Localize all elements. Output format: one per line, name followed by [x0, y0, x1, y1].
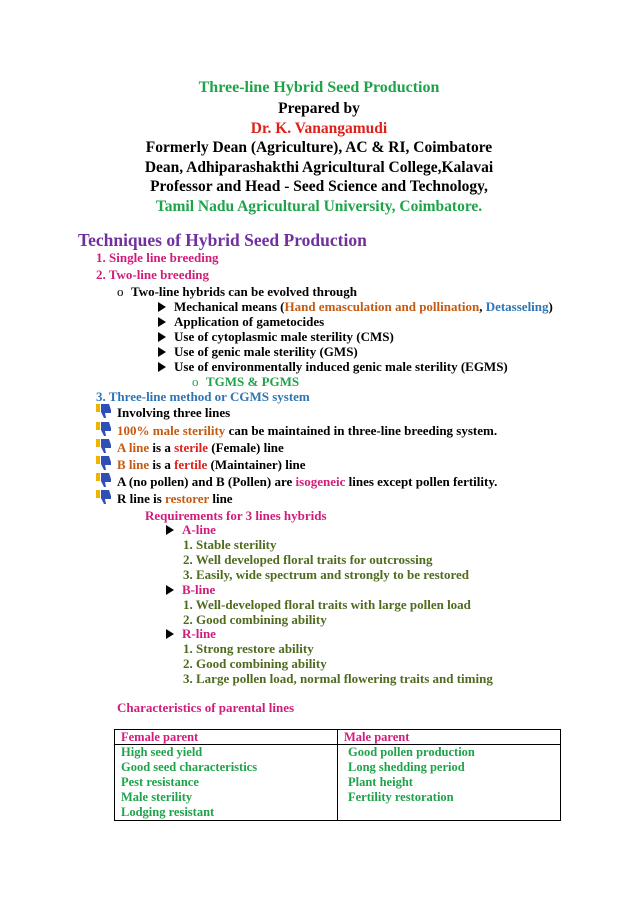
list-item-single-line: 1. Single line breeding — [96, 250, 219, 265]
female-trait: Male sterility — [121, 790, 193, 804]
requirements-heading: Requirements for 3 lines hybrids — [145, 508, 327, 523]
male-trait: Fertility restoration — [348, 790, 454, 804]
male-parent-cell — [338, 745, 561, 821]
list-item-three-line: 3. Three-line method or CGMS system — [96, 389, 310, 404]
arrow-bullet-icon — [158, 317, 166, 327]
sub-bullet-cms: Use of cytoplasmic male sterility (CMS) — [158, 330, 394, 343]
female-trait: Lodging resistant — [121, 805, 215, 819]
female-parent-cell — [115, 745, 338, 821]
author-line-4: Tamil Nadu Agricultural University, Coimbatore. — [155, 198, 483, 215]
point-three-lines: Involving three lines — [117, 405, 231, 420]
thumb-down-icon — [95, 489, 113, 505]
circle-bullet-icon: o — [117, 284, 124, 299]
r-line-req-3: 3. Large pollen load, normal flowering traits and timing — [183, 671, 493, 686]
author-line-1: Formerly Dean (Agriculture), AC & RI, Coimbatore — [145, 139, 493, 156]
male-trait: Good pollen production — [348, 745, 475, 759]
b-line-heading: B-line — [166, 583, 215, 596]
sub-bullet-gametocides: Application of gametocides — [158, 315, 324, 328]
arrow-bullet-icon — [158, 362, 166, 372]
two-line-intro-text: Two-line hybrids can be evolved through — [131, 284, 357, 299]
thumb-down-icon — [95, 455, 113, 471]
b-line-req-2: 2. Good combining ability — [183, 612, 327, 627]
thumb-down-icon — [95, 403, 113, 419]
author-line-2: Dean, Adhiparashakthi Agricultural College,Kalavai — [144, 159, 494, 176]
female-parent-header: Female parent — [115, 730, 338, 745]
male-trait: Plant height — [348, 775, 413, 789]
point-b-line: B line is a fertile (Maintainer) line — [117, 457, 306, 472]
parental-lines-table — [114, 729, 561, 821]
female-trait: Pest resistance — [121, 775, 199, 789]
point-r-line: R line is restorer line — [117, 491, 233, 506]
sub-bullet-tgms: o TGMS & PGMS — [192, 374, 300, 389]
arrow-bullet-icon — [158, 302, 166, 312]
arrow-bullet-icon — [158, 347, 166, 357]
circle-bullet-icon: o — [192, 374, 199, 389]
r-line-req-1: 1. Strong restore ability — [183, 641, 314, 656]
r-line-req-2: 2. Good combining ability — [183, 656, 327, 671]
thumb-down-icon — [95, 472, 113, 488]
a-line-req-3: 3. Easily, wide spectrum and strongly to be restored — [183, 567, 470, 582]
sub-bullet-gms: Use of genic male sterility (GMS) — [158, 345, 358, 358]
point-isogeneic: A (no pollen) and B (Pollen) are isogeneic lines except pollen fertility. — [117, 474, 498, 489]
male-trait: Long shedding period — [348, 760, 465, 774]
point-a-line: A line is a sterile (Female) line — [117, 440, 284, 455]
section-heading: Techniques of Hybrid Seed Production — [78, 230, 367, 250]
arrow-bullet-icon — [166, 525, 174, 535]
female-trait: High seed yield — [121, 745, 203, 759]
sub-bullet-mechanical: Mechanical means (Hand emasculation and pollination, Detasseling) — [158, 300, 553, 313]
female-trait: Good seed characteristics — [121, 760, 258, 774]
male-parent-header: Male parent — [338, 730, 561, 745]
two-line-intro — [117, 285, 357, 298]
b-line-req-1: 1. Well-developed floral traits with large pollen load — [183, 597, 471, 612]
author-name: Dr. K. Vanangamudi — [250, 120, 388, 137]
arrow-bullet-icon — [166, 629, 174, 639]
sub-bullet-egms: Use of environmentally induced genic male sterility (EGMS) — [158, 360, 508, 373]
document-title: Three-line Hybrid Seed Production — [198, 79, 440, 96]
arrow-bullet-icon — [166, 585, 174, 595]
r-line-heading: R-line — [166, 627, 216, 640]
point-male-sterility: 100% male sterility can be maintained in three-line breeding system. — [117, 423, 498, 438]
thumb-down-icon — [95, 438, 113, 454]
characteristics-heading: Characteristics of parental lines — [117, 700, 295, 715]
author-line-3: Professor and Head - Seed Science and Technology, — [150, 178, 488, 195]
prepared-by: Prepared by — [278, 100, 360, 117]
list-item-two-line: 2. Two-line breeding — [96, 267, 210, 282]
thumb-down-icon — [95, 421, 113, 437]
arrow-bullet-icon — [158, 332, 166, 342]
a-line-req-2: 2. Well developed floral traits for outcrossing — [183, 552, 433, 567]
a-line-req-1: 1. Stable sterility — [183, 537, 277, 552]
a-line-heading: A-line — [166, 523, 216, 536]
